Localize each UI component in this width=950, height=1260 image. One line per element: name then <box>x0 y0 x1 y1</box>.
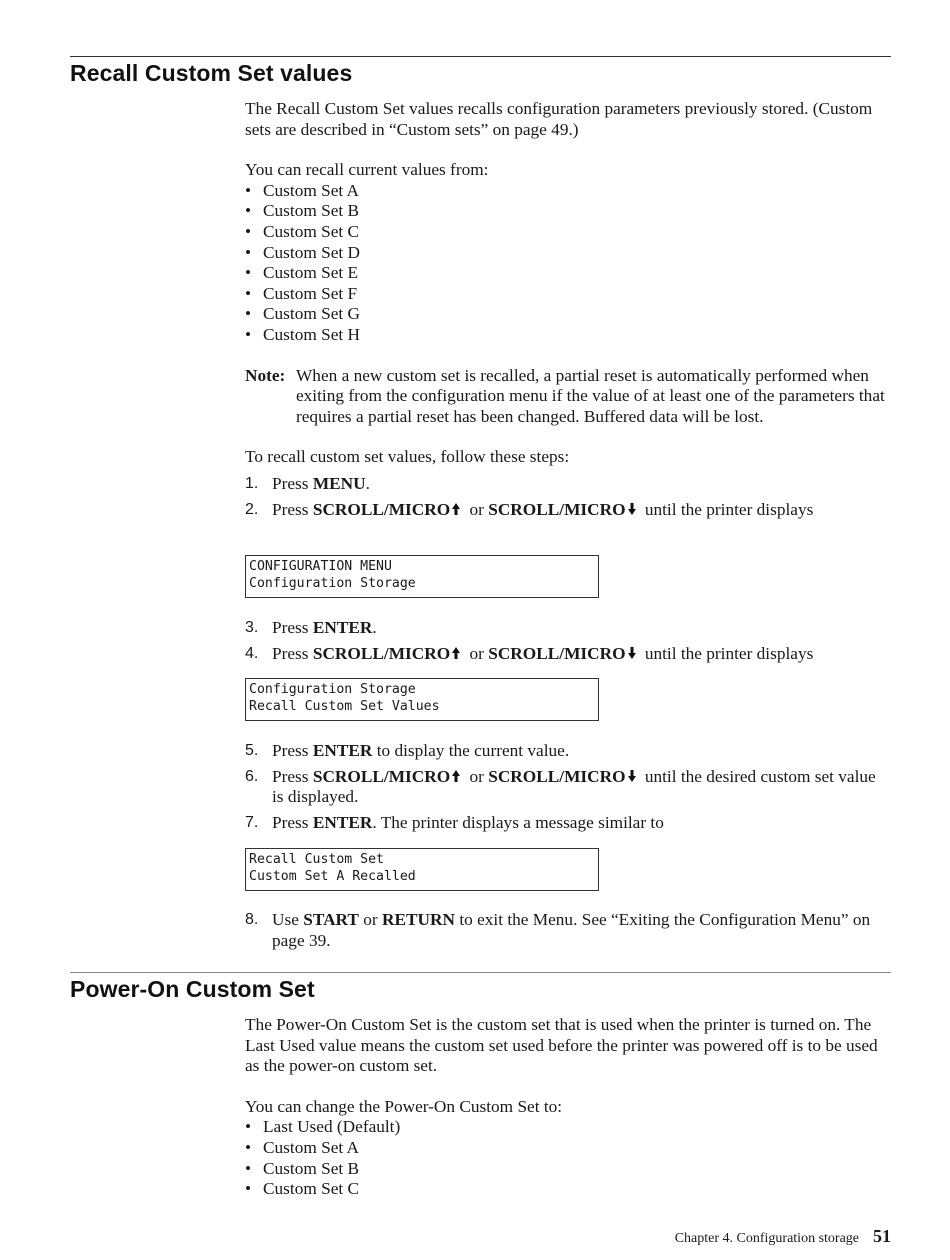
footer-chapter: Chapter 4. Configuration storage <box>674 1231 859 1246</box>
list-item: • Custom Set B <box>245 1159 891 1180</box>
list-item: • Custom Set E <box>245 263 891 284</box>
arrow-down-icon <box>627 646 637 660</box>
section-rule <box>70 972 891 973</box>
arrow-up-icon <box>451 646 461 660</box>
arrow-up-icon <box>451 769 461 783</box>
steps-lead: To recall custom set values, follow these steps: <box>245 447 570 467</box>
note-label: Note: <box>245 365 286 385</box>
arrow-down-icon <box>627 769 637 783</box>
menu-key: MENU <box>312 473 366 493</box>
list-item: • Custom Set A <box>245 1138 891 1159</box>
top-rule <box>70 56 891 57</box>
recall-lead: You can recall current values from: <box>245 160 489 180</box>
display-screen-1: CONFIGURATION MENU Configuration Storage <box>245 555 599 598</box>
arrow-up-icon <box>451 502 461 516</box>
step-3: 3. Press ENTER. <box>245 618 377 637</box>
note <box>245 366 891 428</box>
section-title-power-on: Power-On Custom Set <box>70 976 315 1002</box>
list-item: • Custom Set D <box>245 243 891 264</box>
step-4: 4. Press SCROLL/MICRO or SCROLL/MICRO until the printer displays <box>245 643 814 663</box>
step-8-block <box>245 910 891 951</box>
power-on-body <box>245 1015 891 1200</box>
steps-5-7 <box>245 741 891 833</box>
list-item: • Custom Set H <box>245 325 891 346</box>
list-item: • Custom Set A <box>245 181 891 202</box>
display-screen-3: Recall Custom Set Custom Set A Recalled <box>245 848 599 891</box>
list-item: • Last Used (Default) <box>245 1117 891 1138</box>
recall-list <box>245 181 891 346</box>
list-item: • Custom Set C <box>245 222 891 243</box>
step-8: 8. Use START or RETURN to exit the Menu. See “Exiting the Configuration Menu” on page 39. <box>245 910 871 950</box>
arrow-down-icon <box>627 502 637 516</box>
recall-body <box>245 99 891 520</box>
display-screen-2: Configuration Storage Recall Custom Set Values <box>245 678 599 721</box>
list-item: • Custom Set F <box>245 284 891 305</box>
list-item: • Custom Set G <box>245 304 891 325</box>
recall-intro: The Recall Custom Set values recalls configuration parameters previously stored. (Custom sets are described in “Custom sets” on page 49.) <box>245 99 873 139</box>
step-1: 1. Press MENU. <box>245 473 370 493</box>
power-on-list <box>245 1117 891 1199</box>
list-item: • Custom Set C <box>245 1179 891 1200</box>
steps-3-4 <box>245 618 891 664</box>
page-footer <box>675 1226 891 1247</box>
page-number: 51 <box>873 1226 891 1246</box>
step-7: 7. Press ENTER. The printer displays a message similar to <box>245 812 664 832</box>
step-2: 2. Press SCROLL/MICRO or SCROLL/MICRO until the printer displays <box>245 499 814 519</box>
section-title-recall: Recall Custom Set values <box>70 60 353 86</box>
list-item: • Custom Set B <box>245 201 891 222</box>
power-on-lead: You can change the Power-On Custom Set to: <box>245 1096 563 1116</box>
step-6: 6. Press SCROLL/MICRO or SCROLL/MICRO until the desired custom set value is displayed. <box>245 766 876 807</box>
note-text: When a new custom set is recalled, a partial reset is automatically performed when exiting from the configuration menu if the value of at least one of the parameters that requires a partial reset has been changed. Buffered data will be lost. <box>296 365 885 426</box>
power-on-intro: The Power-On Custom Set is the custom set that is used when the printer is turned on. The Last Used value means the custom set used before the printer was powered off is to be used as the power-on custom set. <box>245 1015 878 1076</box>
step-5: 5. Press ENTER to display the current value. <box>245 741 570 760</box>
